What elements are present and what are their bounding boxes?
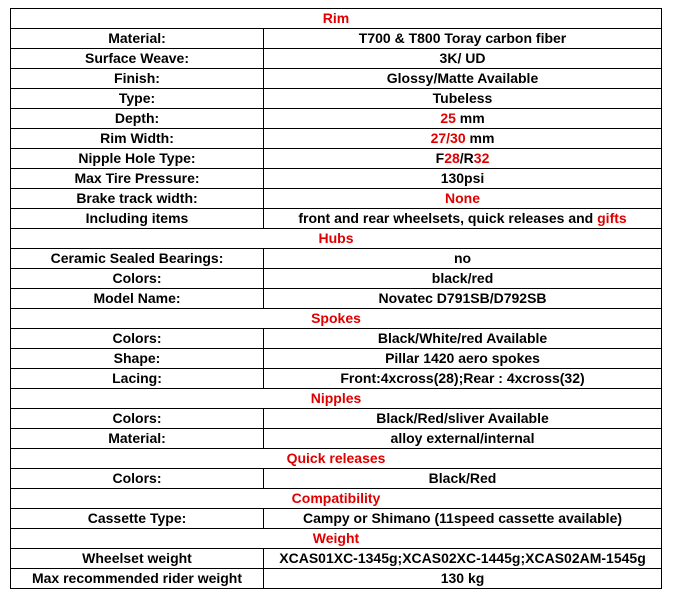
spec-value-text: 3K/ UD — [439, 50, 486, 66]
spec-label: Lacing: — [11, 369, 264, 389]
spec-value — [264, 169, 662, 189]
spec-value-text: black/red — [431, 270, 494, 286]
spec-value-text: Front:4xcross(28);Rear : 4xcross(32) — [340, 370, 585, 386]
spec-value — [264, 29, 662, 49]
spec-value-text: Pillar 1420 aero spokes — [385, 350, 540, 366]
spec-label: Colors: — [11, 269, 264, 289]
spec-value — [264, 349, 662, 369]
spec-label: Shape: — [11, 349, 264, 369]
spec-value-highlight: 27/30 — [430, 130, 466, 146]
spec-value-text: Black/White/red Available — [377, 330, 548, 346]
spec-value — [264, 429, 662, 449]
spec-value-text: Black/Red — [428, 470, 497, 486]
spec-label: Type: — [11, 89, 264, 109]
spec-row — [11, 29, 662, 49]
spec-row — [11, 249, 662, 269]
spec-row — [11, 549, 662, 569]
spec-value — [264, 89, 662, 109]
spec-value — [264, 149, 662, 169]
spec-value-text: Glossy/Matte Available — [386, 70, 539, 86]
spec-value — [264, 369, 662, 389]
spec-label: Max Tire Pressure: — [11, 169, 264, 189]
spec-label: Ceramic Sealed Bearings: — [11, 249, 264, 269]
section-header-row — [11, 489, 662, 509]
spec-value — [264, 249, 662, 269]
section-header-row — [11, 9, 662, 29]
spec-value-highlight: 28 — [444, 150, 460, 166]
spec-row — [11, 129, 662, 149]
spec-row — [11, 429, 662, 449]
spec-label: Depth: — [11, 109, 264, 129]
section-title: Rim — [11, 9, 662, 29]
spec-row — [11, 109, 662, 129]
spec-row — [11, 269, 662, 289]
spec-value-highlight: None — [445, 190, 480, 206]
spec-row — [11, 69, 662, 89]
spec-value — [264, 469, 662, 489]
spec-value — [264, 409, 662, 429]
spec-value — [264, 189, 662, 209]
spec-row — [11, 469, 662, 489]
spec-value-text: Black/Red/sliver Available — [376, 410, 549, 426]
spec-label: Material: — [11, 29, 264, 49]
spec-row — [11, 209, 662, 229]
spec-row — [11, 149, 662, 169]
section-title: Nipples — [11, 389, 662, 409]
spec-row — [11, 569, 662, 589]
spec-value-highlight: gifts — [597, 210, 627, 226]
spec-value-highlight: 25 — [440, 110, 456, 126]
section-title: Compatibility — [11, 489, 662, 509]
section-title: Hubs — [11, 229, 662, 249]
spec-row — [11, 349, 662, 369]
spec-value-text: XCAS01XC-1345g;XCAS02XC-1445g;XCAS02AM-1545g — [279, 550, 646, 566]
spec-value-text: Tubeless — [432, 90, 493, 106]
spec-row — [11, 509, 662, 529]
spec-label: Surface Weave: — [11, 49, 264, 69]
spec-table-body — [11, 9, 662, 589]
spec-value-text: Novatec D791SB/D792SB — [378, 290, 547, 306]
spec-value — [264, 209, 662, 229]
spec-row — [11, 49, 662, 69]
section-header-row — [11, 229, 662, 249]
spec-row — [11, 289, 662, 309]
spec-value — [264, 509, 662, 529]
spec-value — [264, 109, 662, 129]
section-header-row — [11, 529, 662, 549]
spec-label: Colors: — [11, 469, 264, 489]
spec-value-text: T700 & T800 Toray carbon fiber — [358, 30, 567, 46]
spec-label: Finish: — [11, 69, 264, 89]
spec-row — [11, 369, 662, 389]
spec-label: Rim Width: — [11, 129, 264, 149]
spec-value-text: /R — [459, 150, 474, 166]
spec-value — [264, 289, 662, 309]
spec-row — [11, 329, 662, 349]
section-header-row — [11, 449, 662, 469]
section-header-row — [11, 309, 662, 329]
spec-value-text: no — [453, 250, 472, 266]
spec-row — [11, 189, 662, 209]
spec-value — [264, 129, 662, 149]
spec-value — [264, 69, 662, 89]
spec-value — [264, 329, 662, 349]
spec-label: Brake track width: — [11, 189, 264, 209]
spec-label: Material: — [11, 429, 264, 449]
spec-label: Wheelset weight — [11, 549, 264, 569]
spec-label: Including items — [11, 209, 264, 229]
spec-value-text: alloy external/internal — [390, 430, 535, 446]
spec-value — [264, 569, 662, 589]
spec-value-text: mm — [465, 130, 495, 146]
spec-value — [264, 549, 662, 569]
spec-label: Model Name: — [11, 289, 264, 309]
section-title: Quick releases — [11, 449, 662, 469]
spec-value-text: F — [435, 150, 445, 166]
spec-value-text: 130psi — [440, 170, 485, 186]
spec-row — [11, 169, 662, 189]
spec-row — [11, 89, 662, 109]
spec-value — [264, 49, 662, 69]
spec-value — [264, 269, 662, 289]
spec-value-text: front and rear wheelsets, quick releases and — [298, 210, 598, 226]
spec-value-text: mm — [455, 110, 485, 126]
spec-label: Max recommended rider weight — [11, 569, 264, 589]
spec-value-text: 130 kg — [440, 570, 485, 586]
spec-label: Cassette Type: — [11, 509, 264, 529]
spec-table — [10, 8, 662, 589]
section-header-row — [11, 389, 662, 409]
spec-value-text: Campy or Shimano (11speed cassette available) — [302, 510, 623, 526]
spec-value-highlight: 32 — [473, 150, 490, 166]
spec-label: Nipple Hole Type: — [11, 149, 264, 169]
section-title: Weight — [11, 529, 662, 549]
spec-label: Colors: — [11, 329, 264, 349]
spec-row — [11, 409, 662, 429]
spec-label: Colors: — [11, 409, 264, 429]
section-title: Spokes — [11, 309, 662, 329]
